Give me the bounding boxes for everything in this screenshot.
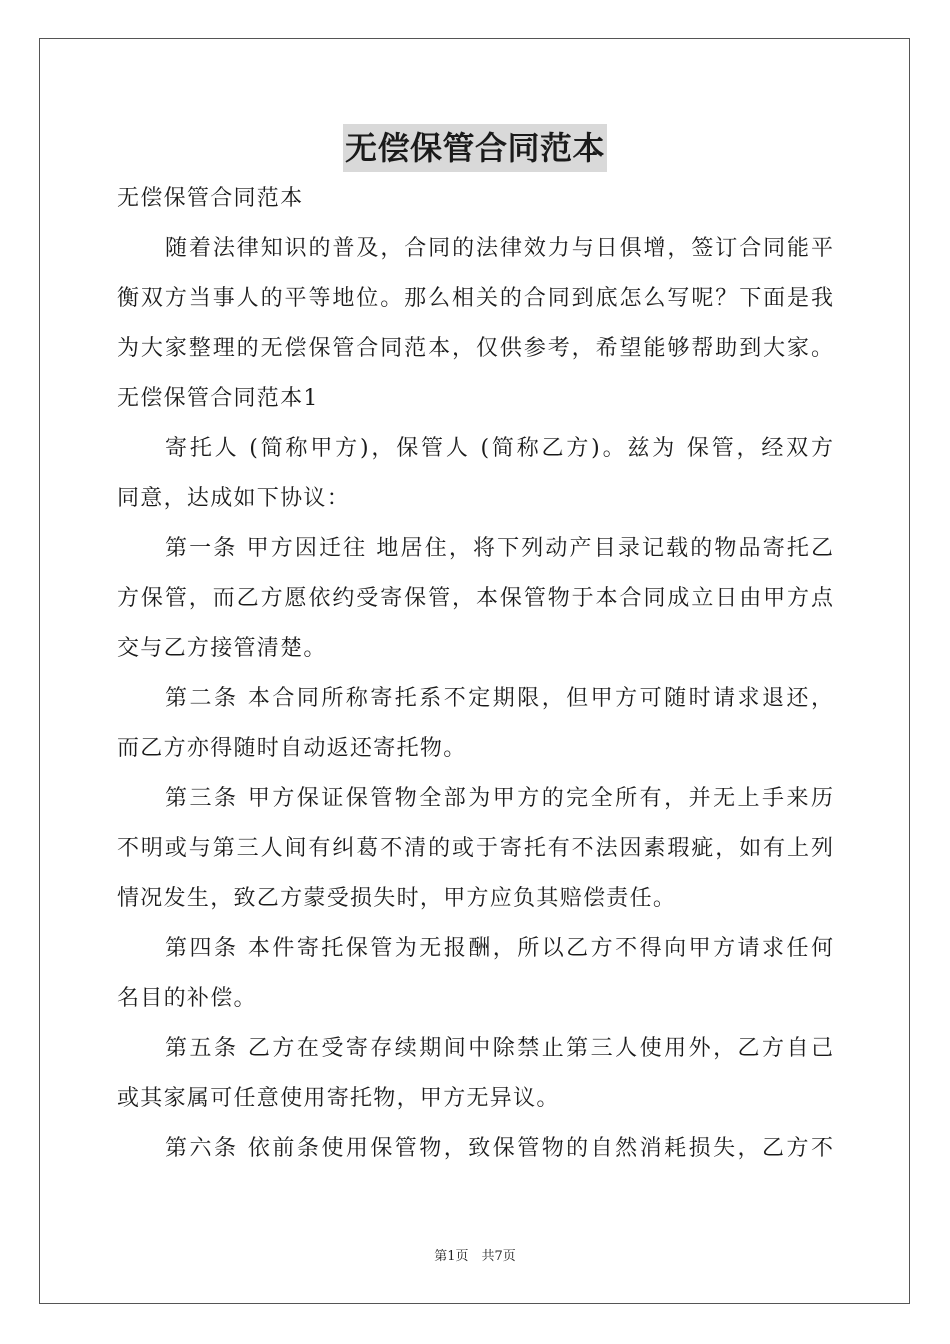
article-line: 第二条 本合同所称寄托系不定期限，但甲方可随时请求退还， bbox=[165, 686, 833, 711]
section-heading: 无偿保管合同范本1 bbox=[117, 386, 319, 411]
paragraph-line: 同意，达成如下协议： bbox=[117, 486, 351, 511]
document-title: 无偿保管合同范本 bbox=[343, 124, 607, 172]
paragraph-line: 衡双方当事人的平等地位。那么相关的合同到底怎么写呢？下面是我 bbox=[117, 286, 833, 311]
article-line: 而乙方亦得随时自动返还寄托物。 bbox=[117, 736, 467, 761]
subtitle-line: 无偿保管合同范本 bbox=[117, 186, 304, 211]
article-line: 不明或与第三人间有纠葛不清的或于寄托有不法因素瑕疵，如有上列 bbox=[117, 836, 833, 861]
page-number-footer: 第1页 共7页 bbox=[434, 1249, 516, 1264]
paragraph-line: 随着法律知识的普及，合同的法律效力与日俱增，签订合同能平 bbox=[165, 236, 833, 261]
article-line: 第四条 本件寄托保管为无报酬，所以乙方不得向甲方请求任何 bbox=[165, 936, 833, 961]
article-line: 情况发生，致乙方蒙受损失时，甲方应负其赔偿责任。 bbox=[117, 886, 677, 911]
article-line: 第六条 依前条使用保管物，致保管物的自然消耗损失，乙方不 bbox=[165, 1136, 833, 1161]
paragraph-line: 为大家整理的无偿保管合同范本，仅供参考，希望能够帮助到大家。 bbox=[117, 336, 833, 361]
article-line: 或其家属可任意使用寄托物，甲方无异议。 bbox=[117, 1086, 560, 1111]
article-line: 名目的补偿。 bbox=[117, 986, 257, 1011]
document-body bbox=[117, 174, 833, 1174]
paragraph-line: 寄托人 (简称甲方)，保管人 (简称乙方)。兹为 保管，经双方 bbox=[165, 436, 833, 461]
article-line: 方保管，而乙方愿依约受寄保管，本保管物于本合同成立日由甲方点 bbox=[117, 586, 833, 611]
article-line: 交与乙方接管清楚。 bbox=[117, 636, 327, 661]
article-line: 第三条 甲方保证保管物全部为甲方的完全所有，并无上手来历 bbox=[165, 786, 833, 811]
article-line: 第五条 乙方在受寄存续期间中除禁止第三人使用外，乙方自己 bbox=[165, 1036, 833, 1061]
article-line: 第一条 甲方因迁往 地居住，将下列动产目录记载的物品寄托乙 bbox=[165, 536, 833, 561]
title-container bbox=[0, 124, 950, 172]
